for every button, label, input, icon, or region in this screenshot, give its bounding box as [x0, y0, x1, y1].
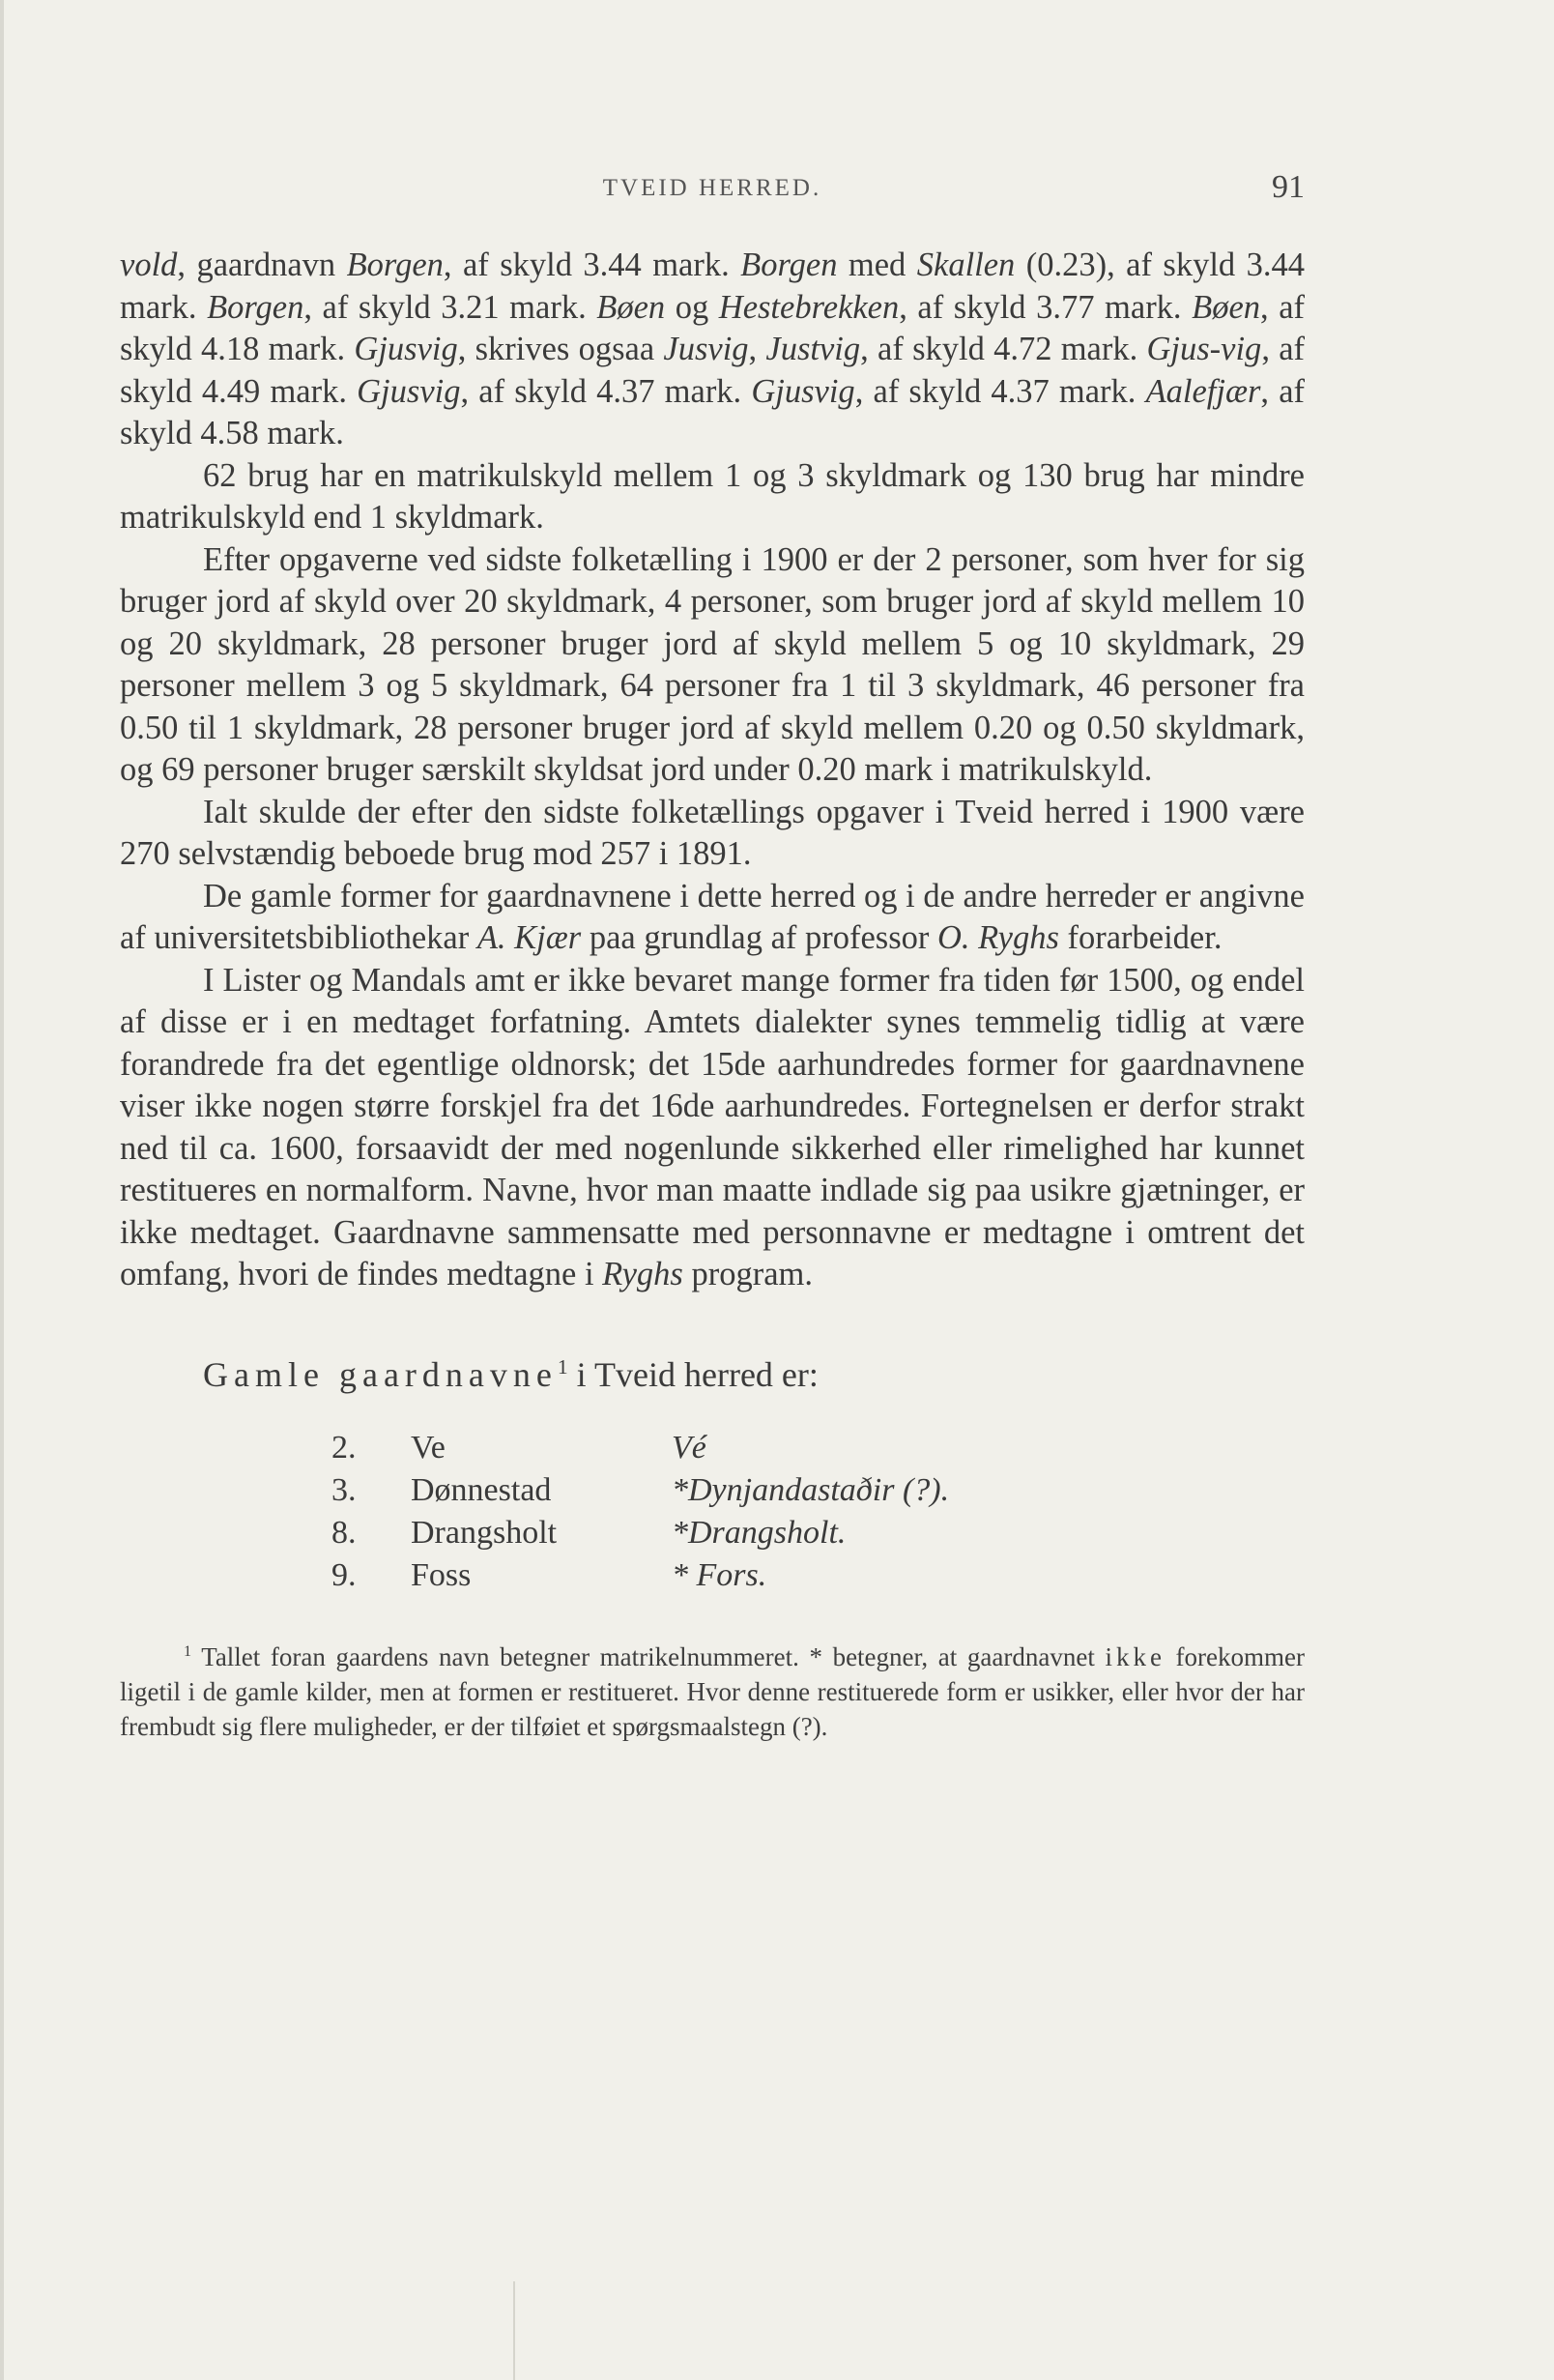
running-head: TVEID HERRED. [602, 175, 822, 201]
farm-old-form: *Dynjandastaðir (?). [672, 1472, 950, 1508]
italic-name: Bøen [1192, 288, 1261, 326]
paragraph-total: Ialt skulde der efter den sidste folketællings opgaver i Tveid herred i 1900 være 270 selvstændig beboede brug mod 257 i 1891. [120, 793, 1305, 872]
text-run: , gaardnavn [177, 247, 347, 283]
list-heading-rest: i Tveid herred er: [567, 1354, 819, 1394]
farm-old-form: * Fors. [672, 1557, 767, 1593]
paragraph-matrikulskyld: 62 brug har en matrikulskyld mellem 1 og 3 skyldmark og 130 brug har mindre matrikulskyld end 1 skyldmark. [120, 456, 1305, 536]
farm-name: Dønnestad [411, 1472, 552, 1508]
text-run: paa grundlag af professor [581, 919, 938, 956]
list-heading-spaced: Gamle gaardnavne [203, 1354, 558, 1394]
text-run: I Lister og Mandals amt er ikke bevaret mange former fra tiden før 1500, og endel af disse er i en medtaget forfatning. Amtets dialekter synes temmelig tidlig at være forandrede fra det egentlige oldnorsk; det 15de aarhundredes former for gaardnavnene viser ikke nogen større forskjel fra det 16de aarhundredes. Fortegnelsen er derfor strakt ned til ca. 1600, forsaavidt der med nogenlunde sikkerhed eller rimelighed har kunnet restitueres en normalform. Navne, hvor man maatte indlade sig paa usikre gjætninger, er ikke medtaget. Gaardnavne sammensatte med personnavne er medtagne i omtrent det omfang, hvori de findes medtagne i [120, 961, 1305, 1292]
text-run: , af skyld 4.37 mark. [854, 372, 1146, 410]
farm-name: Ve [411, 1430, 446, 1466]
farm-number: 9. [331, 1557, 357, 1593]
italic-name: Borgen [740, 247, 838, 283]
footnote-text-a: Tallet foran gaardens navn betegner matrikelnummeret. * betegner, at gaardnavnet [191, 1642, 1106, 1671]
body-text [120, 245, 1305, 1744]
page-edge [0, 0, 4, 2380]
footnote-marker: 1 [184, 1642, 192, 1660]
text-run: , af skyld 4.37 mark. [460, 372, 752, 410]
page-header [120, 169, 1305, 214]
paragraph-old-forms [120, 876, 1305, 960]
italic-name: Justvig [765, 331, 861, 367]
text-run: , [748, 331, 766, 367]
text-run: , skrives ogsaa [457, 331, 664, 367]
italic-name: Skallen [916, 247, 1016, 283]
farm-number: 3. [331, 1472, 357, 1508]
farm-row [331, 1469, 949, 1512]
italic-name: vold [120, 247, 178, 283]
italic-name: Gjus-vig [1146, 331, 1262, 367]
italic-name: O. Ryghs [937, 919, 1059, 956]
italic-name: Gjusvig [357, 372, 461, 410]
farm-number: 2. [331, 1430, 357, 1466]
footnote-spaced: ikke [1105, 1642, 1166, 1671]
paragraph-farm-names [120, 245, 1305, 455]
footnote-text-b: forekommer ligetil i de gamle kilder, men at formen er restitueret. Hvor denne restituerede form er usikker, eller hvor der har frembudt sig flere muligheder, er der tilføiet et spørgsmaalstegn (?). [120, 1642, 1305, 1741]
farm-row [331, 1512, 949, 1554]
text-run: forarbeider. [1058, 919, 1223, 956]
footnote-text [120, 1640, 1305, 1744]
list-heading [120, 1354, 1305, 1397]
italic-name: Ryghs [602, 1256, 683, 1292]
farm-old-form: *Drangsholt. [672, 1515, 847, 1551]
italic-name: Gjusvig [751, 372, 855, 410]
footnote [120, 1640, 1305, 1744]
footnote-ref: 1 [557, 1354, 568, 1379]
page-fold-mark [513, 2281, 515, 2380]
text-run: (0.23), af skyld 3.44 mark. [120, 247, 1305, 326]
farm-name: Foss [411, 1557, 472, 1593]
text-run: , af skyld 4.58 mark. [120, 372, 1306, 451]
text-run: , af skyld 3.77 mark. [899, 288, 1193, 326]
italic-name: Borgen [346, 247, 444, 283]
italic-name: Bøen [596, 288, 666, 326]
text-run: program. [682, 1256, 813, 1292]
text-run: , af skyld 3.21 mark. [303, 288, 597, 326]
text-run: og [665, 288, 719, 326]
paragraph-census: Efter opgaverne ved sidste folketælling i 1900 er der 2 personer, som hver for sig bruger jord af skyld over 20 skyldmark, 4 personer, som bruger jord af skyld mellem 10 og 20 skyldmark, 28 personer bruger jord af skyld mellem 5 og 10 skyldmark, 29 personer mellem 3 og 5 skyldmark, 64 personer fra 1 til 3 skyldmark, 46 personer fra 0.50 til 1 skyldmark, 28 personer bruger jord af skyld mellem 0.20 og 0.50 skyldmark, og 69 personer bruger særskilt skyldsat jord under 0.20 mark i matrikulskyld. [120, 540, 1305, 788]
farm-number: 8. [331, 1515, 357, 1551]
text-run: , af skyld 4.18 mark. [120, 288, 1306, 367]
page-number: 91 [1272, 169, 1305, 205]
italic-name: Aalefjær [1145, 372, 1261, 410]
farm-row [331, 1554, 949, 1597]
paragraph-lister-mandal [120, 960, 1305, 1296]
italic-name: A. Kjær [476, 919, 582, 956]
farm-list [331, 1427, 949, 1597]
farm-name: Drangsholt [411, 1515, 558, 1551]
text-run: , af skyld 3.44 mark. [443, 247, 741, 283]
text-run: , af skyld 4.72 mark. [860, 331, 1147, 367]
farm-old-form: Vé [672, 1430, 706, 1466]
farm-row [331, 1427, 949, 1469]
italic-name: Jusvig [663, 331, 749, 367]
text-run: , af skyld 4.49 mark. [120, 331, 1305, 410]
text-run: med [837, 247, 917, 283]
italic-name: Hestebrekken [718, 288, 900, 326]
italic-name: Borgen [207, 288, 304, 326]
text-run: De gamle former for gaardnavnene i dette herred og i de andre herreder er angivne af universitetsbibliothekar [120, 877, 1305, 956]
italic-name: Gjusvig [354, 331, 458, 367]
